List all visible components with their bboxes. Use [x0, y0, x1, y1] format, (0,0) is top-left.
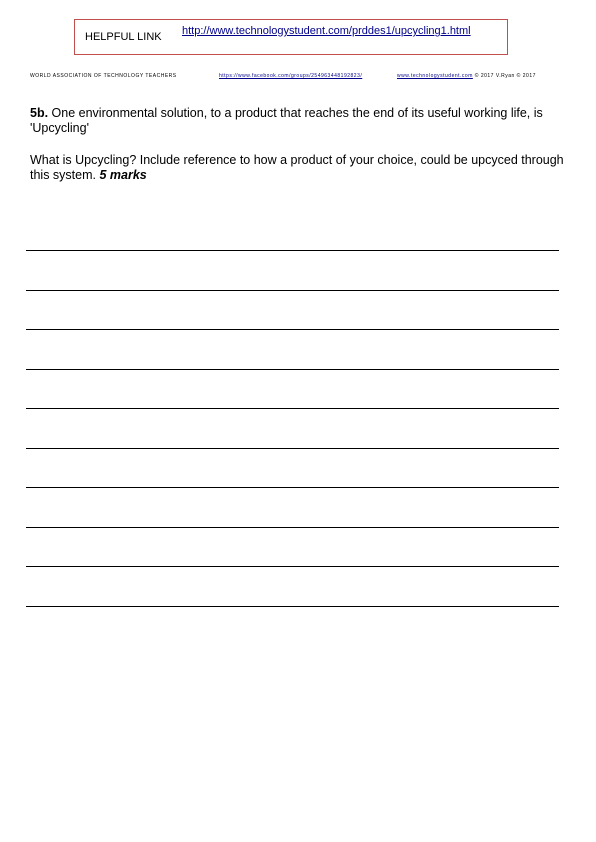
question-task-text: What is Upcycling? Include reference to how a product of your choice, could be upcyced through this system. — [30, 153, 564, 182]
answer-line[interactable] — [26, 290, 559, 291]
answer-line[interactable] — [26, 487, 559, 488]
answer-line[interactable] — [26, 250, 559, 251]
site-credit — [397, 73, 536, 79]
answer-line[interactable] — [26, 527, 559, 528]
answer-lines — [26, 250, 559, 645]
answer-line[interactable] — [26, 566, 559, 567]
organization-name: WORLD ASSOCIATION OF TECHNOLOGY TEACHERS — [30, 73, 177, 79]
helpful-link-box — [74, 19, 508, 55]
answer-line[interactable] — [26, 408, 559, 409]
answer-line[interactable] — [26, 606, 559, 607]
copyright-text: © 2017 V.Ryan © 2017 — [474, 73, 536, 79]
facebook-group-link[interactable]: https://www.facebook.com/groups/254963448192823/ — [219, 73, 363, 79]
question-intro-text: One environmental solution, to a product that reaches the end of its useful working life, is 'Upcycling' — [30, 106, 543, 135]
answer-line[interactable] — [26, 448, 559, 449]
helpful-link-label: HELPFUL LINK — [85, 31, 162, 43]
helpful-link-url[interactable]: http://www.technologystudent.com/prddes1/upcycling1.html — [182, 25, 471, 37]
question-task — [30, 153, 570, 183]
marks-label: 5 marks — [99, 168, 147, 182]
question-intro — [30, 106, 570, 136]
question-number: 5b. — [30, 106, 49, 120]
answer-line[interactable] — [26, 329, 559, 330]
site-link[interactable]: www.technologystudent.com — [397, 73, 473, 79]
answer-line[interactable] — [26, 369, 559, 370]
